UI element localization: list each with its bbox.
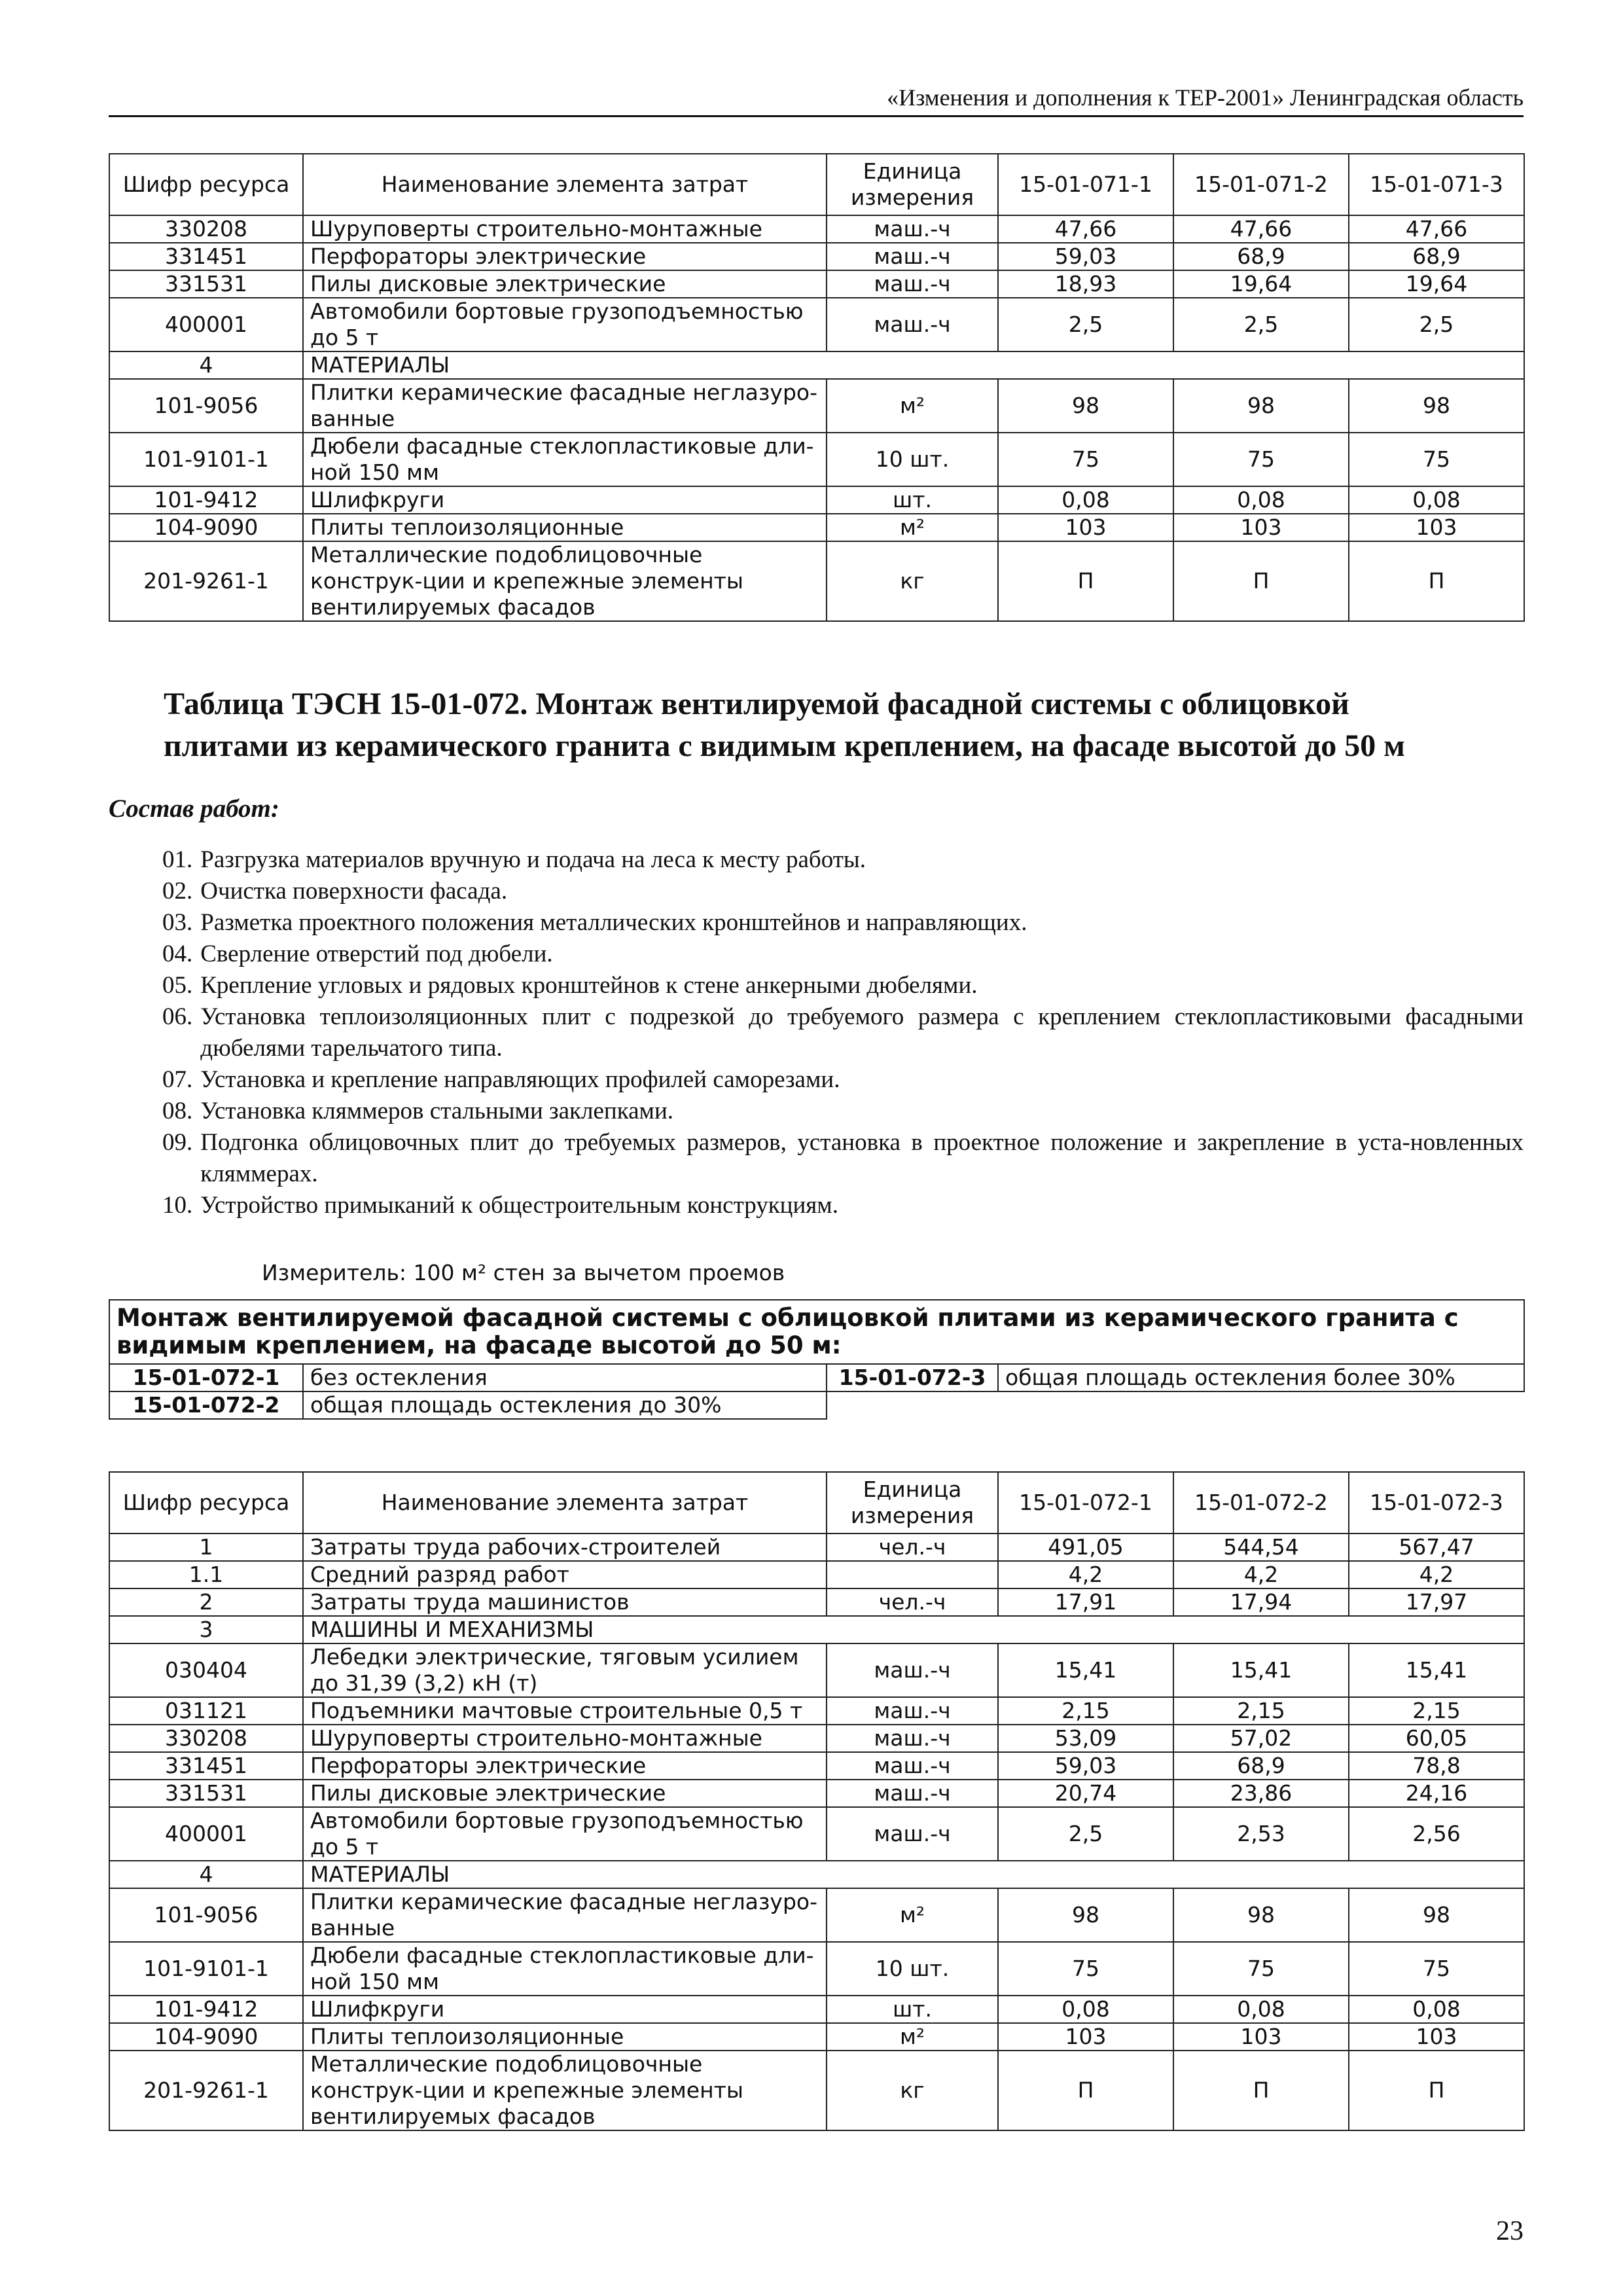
value-cell: 2,5 <box>998 298 1173 351</box>
value-cell: 0,08 <box>1173 486 1349 514</box>
work-item-number: 09. <box>162 1129 193 1156</box>
resource-name-cell: МАШИНЫ И МЕХАНИЗМЫ <box>303 1616 1524 1643</box>
resource-name-cell: Пилы дисковые электрические <box>303 1780 827 1807</box>
table-row <box>109 1807 1524 1861</box>
value-cell: 567,47 <box>1349 1534 1524 1561</box>
value-cell: 98 <box>1349 379 1524 433</box>
value-cell: 17,97 <box>1349 1588 1524 1616</box>
resource-name-cell: Шлифкруги <box>303 1996 827 2023</box>
column-header: Наименование элемента затрат <box>303 1472 827 1534</box>
value-cell: 2,15 <box>1349 1697 1524 1725</box>
value-cell: 2,53 <box>1173 1807 1349 1861</box>
value-cell: 103 <box>1173 2023 1349 2051</box>
value-cell: 15,41 <box>998 1643 1173 1697</box>
resource-code-cell: 101-9412 <box>109 486 303 514</box>
column-header: Шифр ресурса <box>109 154 303 215</box>
unit-cell: маш.-ч <box>827 215 998 243</box>
work-item <box>162 970 1524 1001</box>
value-cell: П <box>1349 541 1524 621</box>
work-item-text: Крепление угловых и рядовых кронштейнов к стене анкерными дюбелями. <box>200 972 978 999</box>
resource-name-cell: Затраты труда рабочих-строителей <box>303 1534 827 1561</box>
norm-code-row <box>109 1391 1524 1419</box>
work-item <box>162 1064 1524 1096</box>
resource-name-cell: Шлифкруги <box>303 486 827 514</box>
value-cell: 98 <box>1173 1888 1349 1942</box>
value-cell: 20,74 <box>998 1780 1173 1807</box>
resource-code-cell: 3 <box>109 1616 303 1643</box>
value-cell: 75 <box>998 1942 1173 1996</box>
table-row <box>109 1996 1524 2023</box>
value-cell: 4,2 <box>1349 1561 1524 1588</box>
table-row <box>109 1561 1524 1588</box>
value-cell: 68,9 <box>1173 1752 1349 1780</box>
resource-code-cell: 331451 <box>109 243 303 270</box>
section-title: Таблица ТЭСН 15-01-072. Монтаж вентилируемой фасадной системы с облицовкой плитами из керамического гранита с видимым креплением, на фасаде высотой до 50 м <box>164 687 1405 763</box>
value-cell: 2,5 <box>1349 298 1524 351</box>
table-row <box>109 215 1524 243</box>
resource-code-cell: 400001 <box>109 1807 303 1861</box>
unit-cell <box>827 1561 998 1588</box>
work-item-text: Устройство примыканий к общестроительным конструкциям. <box>200 1192 838 1219</box>
value-cell: 47,66 <box>998 215 1173 243</box>
unit-cell: чел.-ч <box>827 1588 998 1616</box>
value-cell: 19,64 <box>1349 270 1524 298</box>
work-item <box>162 939 1524 970</box>
unit-cell: кг <box>827 2051 998 2130</box>
value-cell: 98 <box>998 1888 1173 1942</box>
work-item-text: Очистка поверхности фасада. <box>200 878 508 905</box>
value-cell: 75 <box>998 433 1173 486</box>
norm-codes-table <box>109 1299 1525 1420</box>
unit-cell: маш.-ч <box>827 1697 998 1725</box>
value-cell: 0,08 <box>1349 486 1524 514</box>
resource-code-cell: 330208 <box>109 1725 303 1752</box>
value-cell: 60,05 <box>1349 1725 1524 1752</box>
table-row <box>109 486 1524 514</box>
column-header: 15-01-071-2 <box>1173 154 1349 215</box>
resource-table-072 <box>109 1471 1525 2131</box>
resource-name-cell: Дюбели фасадные стеклопластиковые дли-ной 150 мм <box>303 1942 827 1996</box>
resource-code-cell: 101-9056 <box>109 379 303 433</box>
resource-code-cell: 101-9412 <box>109 1996 303 2023</box>
resource-code-cell: 101-9101-1 <box>109 433 303 486</box>
empty-cell <box>827 1391 1524 1419</box>
value-cell: 18,93 <box>998 270 1173 298</box>
unit-cell: маш.-ч <box>827 1752 998 1780</box>
unit-cell: маш.-ч <box>827 1725 998 1752</box>
value-cell: П <box>998 541 1173 621</box>
unit-cell: маш.-ч <box>827 270 998 298</box>
value-cell: 0,08 <box>1173 1996 1349 2023</box>
value-cell: 2,56 <box>1349 1807 1524 1861</box>
table-row <box>109 2023 1524 2051</box>
value-cell: 17,91 <box>998 1588 1173 1616</box>
resource-name-cell: Шуруповерты строительно-монтажные <box>303 1725 827 1752</box>
work-item <box>162 1096 1524 1127</box>
resource-name-cell: Плиты теплоизоляционные <box>303 2023 827 2051</box>
value-cell: 0,08 <box>998 486 1173 514</box>
resource-code-cell: 104-9090 <box>109 2023 303 2051</box>
work-item <box>162 1190 1524 1221</box>
column-header: 15-01-072-2 <box>1173 1472 1349 1534</box>
work-item-number: 05. <box>162 972 193 999</box>
value-cell: П <box>998 2051 1173 2130</box>
table-row <box>109 1861 1524 1888</box>
unit-cell: м² <box>827 1888 998 1942</box>
table-row <box>109 2051 1524 2130</box>
resource-code-cell: 101-9056 <box>109 1888 303 1942</box>
resource-table-071 <box>109 153 1525 622</box>
resource-code-cell: 101-9101-1 <box>109 1942 303 1996</box>
table-row <box>109 1588 1524 1616</box>
column-header: 15-01-071-3 <box>1349 154 1524 215</box>
table-row <box>109 514 1524 541</box>
unit-cell: маш.-ч <box>827 1807 998 1861</box>
table-row <box>109 1725 1524 1752</box>
value-cell: 75 <box>1349 433 1524 486</box>
value-cell: 59,03 <box>998 1752 1173 1780</box>
resource-name-cell: Автомобили бортовые грузоподъемностью до 5 т <box>303 298 827 351</box>
resource-name-cell: Металлические подоблицовочные конструк-ции и крепежные элементы вентилируемых фасадов <box>303 541 827 621</box>
work-item-text: Разгрузка материалов вручную и подача на леса к месту работы. <box>200 846 866 873</box>
work-item-number: 03. <box>162 909 193 936</box>
norm-code-description: без остекления <box>303 1364 827 1391</box>
value-cell: 103 <box>1173 514 1349 541</box>
value-cell: 57,02 <box>1173 1725 1349 1752</box>
resource-name-cell: Средний разряд работ <box>303 1561 827 1588</box>
table-row <box>109 541 1524 621</box>
table-row <box>109 270 1524 298</box>
resource-name-cell: Плитки керамические фасадные неглазуро-ванные <box>303 1888 827 1942</box>
value-cell: 68,9 <box>1349 243 1524 270</box>
work-item-number: 08. <box>162 1098 193 1124</box>
value-cell: 75 <box>1349 1942 1524 1996</box>
work-item <box>162 1127 1524 1190</box>
work-item-text: Подгонка облицовочных плит до требуемых размеров, установка в проектное положение и закрепление в уста-новленных кляммерах. <box>200 1129 1524 1187</box>
resource-code-cell: 201-9261-1 <box>109 2051 303 2130</box>
composition-label: Состав работ: <box>109 795 279 823</box>
resource-code-cell: 104-9090 <box>109 514 303 541</box>
resource-code-cell: 331531 <box>109 270 303 298</box>
work-item-text: Установка теплоизоляционных плит с подрезкой до требуемого размера с креплением стеклопластиковыми фасадными дюбелями тарельчатого типа. <box>200 1003 1524 1062</box>
unit-cell: м² <box>827 2023 998 2051</box>
value-cell: 2,15 <box>998 1697 1173 1725</box>
value-cell: 544,54 <box>1173 1534 1349 1561</box>
work-item-number: 07. <box>162 1066 193 1093</box>
resource-code-cell: 4 <box>109 1861 303 1888</box>
resource-name-cell: Плитки керамические фасадные неглазуро-ванные <box>303 379 827 433</box>
column-header: Единица измерения <box>827 154 998 215</box>
work-item-number: 06. <box>162 1003 193 1030</box>
work-item-text: Установка кляммеров стальными заклепками. <box>200 1098 674 1124</box>
resource-code-cell: 330208 <box>109 215 303 243</box>
running-header: «Изменения и дополнения к ТЕР-2001» Ленинградская область <box>887 84 1524 111</box>
work-item <box>162 1001 1524 1064</box>
column-header: Единица измерения <box>827 1472 998 1534</box>
norm-code-row <box>109 1364 1524 1391</box>
resource-name-cell: Подъемники мачтовые строительные 0,5 т <box>303 1697 827 1725</box>
value-cell: 47,66 <box>1349 215 1524 243</box>
work-list <box>162 844 1524 1221</box>
unit-cell: шт. <box>827 486 998 514</box>
work-item <box>162 907 1524 939</box>
resource-code-cell: 030404 <box>109 1643 303 1697</box>
unit-cell: м² <box>827 379 998 433</box>
work-item-number: 01. <box>162 846 193 873</box>
table-row <box>109 1888 1524 1942</box>
measure-note: Измеритель: 100 м² стен за вычетом проемов <box>262 1260 785 1285</box>
norm-title: Монтаж вентилируемой фасадной системы с облицовкой плитами из керамического гранита с видимым креплением, на фасаде высотой до 50 м: <box>109 1300 1524 1364</box>
resource-name-cell: Шуруповерты строительно-монтажные <box>303 215 827 243</box>
work-item-text: Разметка проектного положения металлических кронштейнов и направляющих. <box>200 909 1027 936</box>
resource-code-cell: 331531 <box>109 1780 303 1807</box>
unit-cell: чел.-ч <box>827 1534 998 1561</box>
resource-name-cell: Металлические подоблицовочные конструк-ции и крепежные элементы вентилируемых фасадов <box>303 2051 827 2130</box>
resource-name-cell: МАТЕРИАЛЫ <box>303 1861 1524 1888</box>
column-header: 15-01-072-1 <box>998 1472 1173 1534</box>
work-item-number: 04. <box>162 941 193 967</box>
value-cell: 68,9 <box>1173 243 1349 270</box>
value-cell: 78,8 <box>1349 1752 1524 1780</box>
unit-cell: кг <box>827 541 998 621</box>
value-cell: 98 <box>998 379 1173 433</box>
value-cell: П <box>1173 541 1349 621</box>
unit-cell: маш.-ч <box>827 298 998 351</box>
resource-name-cell: МАТЕРИАЛЫ <box>303 351 1524 379</box>
work-item <box>162 876 1524 907</box>
resource-code-cell: 2 <box>109 1588 303 1616</box>
value-cell: 98 <box>1349 1888 1524 1942</box>
table-row <box>109 351 1524 379</box>
work-item-text: Сверление отверстий под дюбели. <box>200 941 553 967</box>
table-header-row <box>109 154 1524 215</box>
table-row <box>109 1616 1524 1643</box>
unit-cell: шт. <box>827 1996 998 2023</box>
resource-code-cell: 201-9261-1 <box>109 541 303 621</box>
page-number: 23 <box>1496 2216 1524 2246</box>
norm-code: 15-01-072-1 <box>109 1364 303 1391</box>
unit-cell: м² <box>827 514 998 541</box>
table-row <box>109 1697 1524 1725</box>
table-row <box>109 1534 1524 1561</box>
resource-name-cell: Затраты труда машинистов <box>303 1588 827 1616</box>
table-row <box>109 1942 1524 1996</box>
value-cell: 75 <box>1173 1942 1349 1996</box>
value-cell: П <box>1173 2051 1349 2130</box>
unit-cell: 10 шт. <box>827 433 998 486</box>
resource-name-cell: Лебедки электрические, тяговым усилием до 31,39 (3,2) кН (т) <box>303 1643 827 1697</box>
value-cell: П <box>1349 2051 1524 2130</box>
value-cell: 17,94 <box>1173 1588 1349 1616</box>
table-row <box>109 379 1524 433</box>
value-cell: 2,5 <box>998 1807 1173 1861</box>
unit-cell: маш.-ч <box>827 1780 998 1807</box>
resource-code-cell: 400001 <box>109 298 303 351</box>
value-cell: 4,2 <box>998 1561 1173 1588</box>
value-cell: 23,86 <box>1173 1780 1349 1807</box>
value-cell: 15,41 <box>1349 1643 1524 1697</box>
value-cell: 75 <box>1173 433 1349 486</box>
work-item-text: Установка и крепление направляющих профилей саморезами. <box>200 1066 840 1093</box>
resource-name-cell: Плиты теплоизоляционные <box>303 514 827 541</box>
resource-code-cell: 1 <box>109 1534 303 1561</box>
column-header: 15-01-071-1 <box>998 154 1173 215</box>
value-cell: 47,66 <box>1173 215 1349 243</box>
unit-cell: маш.-ч <box>827 243 998 270</box>
norm-title-row <box>109 1300 1524 1364</box>
value-cell: 491,05 <box>998 1534 1173 1561</box>
resource-code-cell: 1.1 <box>109 1561 303 1588</box>
value-cell: 0,08 <box>1349 1996 1524 2023</box>
table-row <box>109 1752 1524 1780</box>
value-cell: 2,5 <box>1173 298 1349 351</box>
unit-cell: маш.-ч <box>827 1643 998 1697</box>
resource-name-cell: Пилы дисковые электрические <box>303 270 827 298</box>
norm-code: 15-01-072-2 <box>109 1391 303 1419</box>
value-cell: 53,09 <box>998 1725 1173 1752</box>
value-cell: 4,2 <box>1173 1561 1349 1588</box>
resource-name-cell: Автомобили бортовые грузоподъемностью до 5 т <box>303 1807 827 1861</box>
column-header: 15-01-072-3 <box>1349 1472 1524 1534</box>
work-item-number: 02. <box>162 878 193 905</box>
norm-code-description: общая площадь остекления до 30% <box>303 1391 827 1419</box>
value-cell: 2,15 <box>1173 1697 1349 1725</box>
value-cell: 19,64 <box>1173 270 1349 298</box>
norm-code-description: общая площадь остекления более 30% <box>998 1364 1524 1391</box>
column-header: Шифр ресурса <box>109 1472 303 1534</box>
value-cell: 103 <box>998 514 1173 541</box>
resource-name-cell: Дюбели фасадные стеклопластиковые дли-ной 150 мм <box>303 433 827 486</box>
value-cell: 103 <box>1349 514 1524 541</box>
table-row <box>109 243 1524 270</box>
work-item-number: 10. <box>162 1192 193 1219</box>
value-cell: 103 <box>1349 2023 1524 2051</box>
unit-cell: 10 шт. <box>827 1942 998 1996</box>
resource-code-cell: 4 <box>109 351 303 379</box>
value-cell: 98 <box>1173 379 1349 433</box>
resource-code-cell: 031121 <box>109 1697 303 1725</box>
table-row <box>109 1780 1524 1807</box>
value-cell: 59,03 <box>998 243 1173 270</box>
table-row <box>109 1643 1524 1697</box>
table-row <box>109 298 1524 351</box>
resource-name-cell: Перфораторы электрические <box>303 1752 827 1780</box>
value-cell: 24,16 <box>1349 1780 1524 1807</box>
column-header: Наименование элемента затрат <box>303 154 827 215</box>
value-cell: 15,41 <box>1173 1643 1349 1697</box>
value-cell: 103 <box>998 2023 1173 2051</box>
table-row <box>109 433 1524 486</box>
header-rule <box>109 115 1524 117</box>
work-item <box>162 844 1524 876</box>
table-header-row <box>109 1472 1524 1534</box>
resource-code-cell: 331451 <box>109 1752 303 1780</box>
norm-code: 15-01-072-3 <box>827 1364 998 1391</box>
value-cell: 0,08 <box>998 1996 1173 2023</box>
resource-name-cell: Перфораторы электрические <box>303 243 827 270</box>
